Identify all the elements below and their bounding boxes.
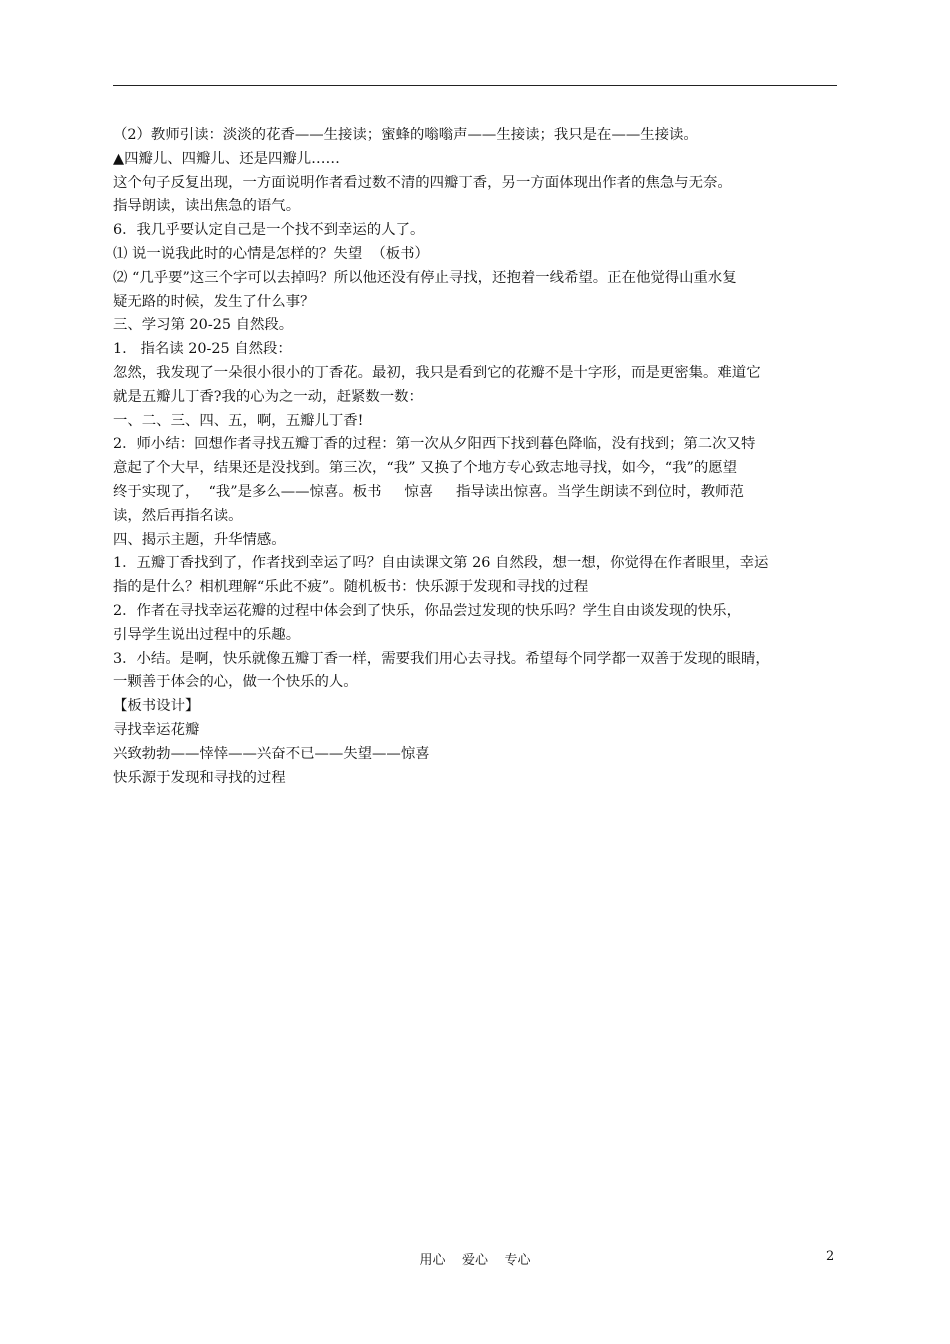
text-line: 一、二、三、四、五，啊，五瓣儿丁香! xyxy=(113,412,364,429)
board-design-line: 快乐源于发现和寻找的过程 xyxy=(113,769,286,786)
footer-motto: 用心 爱心 专心 xyxy=(419,1253,531,1268)
board-design-line: 寻找幸运花瓣 xyxy=(113,721,200,738)
text-line: ▲四瓣儿、四瓣儿、还是四瓣儿…… xyxy=(113,150,340,167)
text-line: 指的是什么？相机理解“乐此不疲”。随机板书：快乐源于发现和寻找的过程 xyxy=(113,579,589,596)
text-line: 疑无路的时候，发生了什么事？ xyxy=(113,293,315,310)
text-line: 意起了个大早，结果还是没找到。第三次，“我” 又换了个地方专心致志地寻找，如今，“我”的愿望 xyxy=(113,460,738,477)
board-design-line: 兴致勃勃——悻悻——兴奋不已——失望——惊喜 xyxy=(113,745,430,762)
board-design-heading: 【板书设计】 xyxy=(113,698,200,715)
text-line: 就是五瓣儿丁香?我的心为之一动，赶紧数一数： xyxy=(113,388,423,405)
text-line: 1. 指名读 20-25 自然段： xyxy=(113,341,292,358)
text-line: 2．师小结：回想作者寻找五瓣丁香的过程：第一次从夕阳西下找到暮色降临，没有找到；第二次又特 xyxy=(113,436,756,453)
text-line: ⑴ 说一说我此时的心情是怎样的？失望 （板书） xyxy=(113,245,429,262)
text-line: ⑵ “几乎要”这三个字可以去掉吗？所以他还没有停止寻找，还抱着一线希望。正在他觉得山重水复 xyxy=(113,269,737,286)
text-line: 忽然，我发现了一朵很小很小的丁香花。最初，我只是看到它的花瓣不是十字形，而是更密集。难道它 xyxy=(113,364,761,381)
text-line: （2）教师引读：淡淡的花香——生接读；蜜蜂的嗡嗡声——生接读；我只是在——生接读。 xyxy=(113,127,698,143)
page-number: 2 xyxy=(826,1249,835,1264)
text-line: 读，然后再指名读。 xyxy=(113,507,243,524)
section-heading: 四、揭示主题，升华情感。 xyxy=(113,531,286,548)
text-line: 1．五瓣丁香找到了，作者找到幸运了吗？自由读课文第 26 自然段，想一想，你觉得在作者眼里，幸运 xyxy=(113,555,769,572)
text-line: 指导朗读，读出焦急的语气。 xyxy=(113,198,301,215)
text-line: 3．小结。是啊，快乐就像五瓣丁香一样，需要我们用心去寻找。希望每个同学都一双善于发现的眼睛， xyxy=(113,650,770,667)
text-line: 这个句子反复出现，一方面说明作者看过数不清的四瓣丁香，另一方面体现出作者的焦急与无奈。 xyxy=(113,174,732,191)
text-line: 一颗善于体会的心，做一个快乐的人。 xyxy=(113,674,358,691)
text-line: 引导学生说出过程中的乐趣。 xyxy=(113,626,301,643)
text-line: 2．作者在寻找幸运花瓣的过程中体会到了快乐，你品尝过发现的快乐吗？学生自由谈发现的快乐， xyxy=(113,602,741,619)
text-line: 终于实现了， “我”是多么——惊喜。板书 惊喜 指导读出惊喜。当学生朗读不到位时，教师范 xyxy=(113,483,744,500)
header-rule xyxy=(113,85,837,86)
text-line: 6．我几乎要认定自己是一个找不到幸运的人了。 xyxy=(113,222,425,239)
document-body xyxy=(113,124,839,790)
section-heading: 三、学习第 20-25 自然段。 xyxy=(113,317,294,334)
